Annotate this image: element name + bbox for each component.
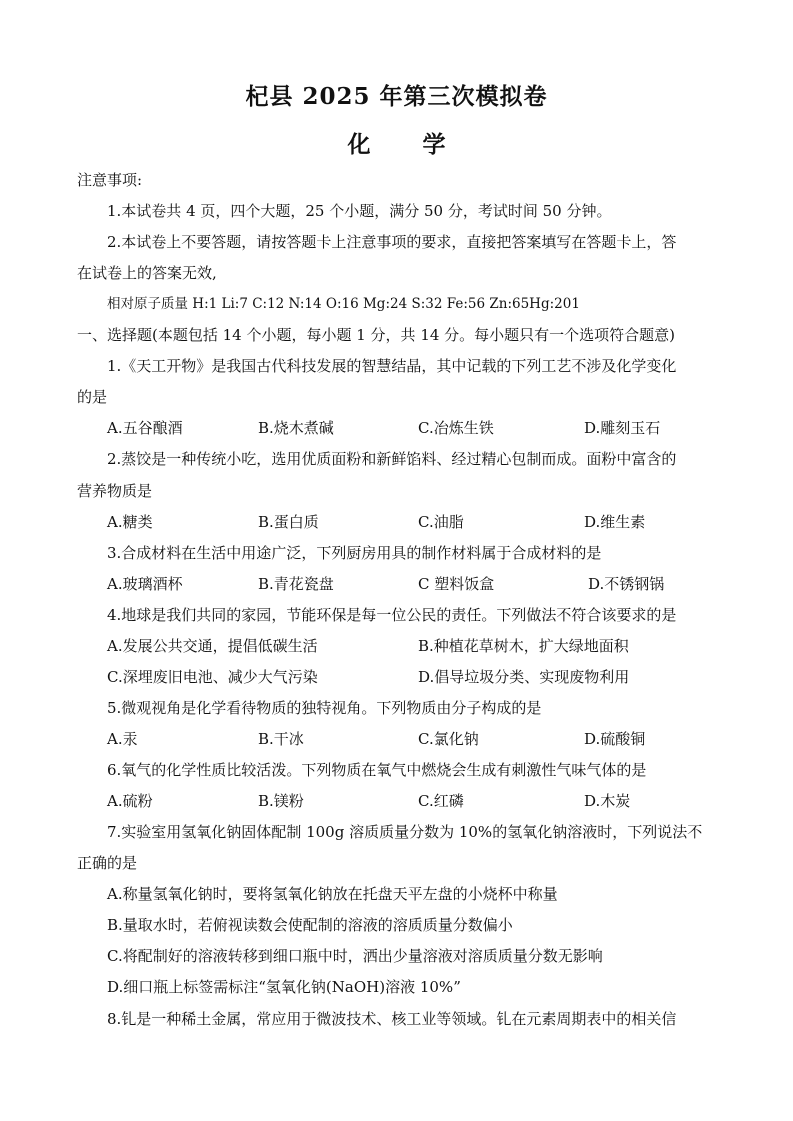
question-6-stem: 6.氧气的化学性质比较活泼。下列物质在氧气中燃烧会生成有刺激性气味气体的是 — [107, 761, 647, 779]
subject-title: 化 学 — [347, 131, 468, 158]
question-1-option-c: C.冶炼生铁 — [418, 419, 494, 437]
question-3-option-b: B.青花瓷盘 — [258, 575, 334, 593]
question-6-option-a: A.硫粉 — [107, 792, 153, 810]
question-5-option-c: C.氯化钠 — [418, 730, 479, 748]
question-2-option-c: C.油脂 — [418, 513, 464, 531]
atomic-mass-line: 相对原子质量 H:1 Li:7 C:12 N:14 O:16 Mg:24 S:32 Fe:56 Zn:65Hg:201 — [107, 296, 580, 312]
question-4-stem: 4.地球是我们共同的家园，节能环保是每一位公民的责任。下列做法不符合该要求的是 — [107, 606, 677, 624]
question-4-option-c: C.深埋废旧电池、减少大气污染 — [107, 668, 318, 686]
question-1-stem-cont: 的是 — [77, 388, 108, 406]
question-3-option-c: C 塑料饭盒 — [418, 575, 495, 593]
question-7-option-c: C.将配制好的溶液转移到细口瓶中时，洒出少量溶液对溶质质量分数无影响 — [107, 947, 603, 965]
section-1-heading: 一、选择题(本题包括 14 个小题，每小题 1 分，共 14 分。每小题只有一个选项符合题意) — [77, 326, 676, 344]
question-7-option-a: A.称量氢氧化钠时，要将氢氧化钠放在托盘天平左盘的小烧杯中称量 — [107, 885, 558, 903]
question-2-stem-cont: 营养物质是 — [77, 482, 153, 500]
question-7-option-b: B.量取水时，若俯视读数会使配制的溶液的溶质质量分数偏小 — [107, 916, 513, 934]
question-1-option-a: A.五谷酿酒 — [107, 419, 183, 437]
question-1-stem: 1.《天工开物》是我国古代科技发展的智慧结晶，其中记载的下列工艺不涉及化学变化 — [107, 357, 677, 375]
notice-item-2-cont: 在试卷上的答案无效, — [77, 264, 217, 282]
question-1-option-b: B.烧木煮碱 — [258, 419, 334, 437]
question-2-option-b: B.蛋白质 — [258, 513, 319, 531]
question-4-option-d: D.倡导垃圾分类、实现废物利用 — [418, 668, 630, 686]
notice-item-2: 2.本试卷上不要答题，请按答题卡上注意事项的要求，直接把答案填写在答题卡上，答 — [107, 233, 677, 251]
question-3-stem: 3.合成材料在生活中用途广泛，下列厨房用具的制作材料属于合成材料的是 — [107, 544, 602, 562]
question-6-option-b: B.镁粉 — [258, 792, 304, 810]
question-3-option-a: A.玻璃酒杯 — [107, 575, 183, 593]
question-7-stem: 7.实验室用氢氧化钠固体配制 100g 溶质质量分数为 10%的氢氧化钠溶液时，下列说法不 — [107, 823, 703, 841]
question-5-option-b: B.干冰 — [258, 730, 304, 748]
question-2-option-a: A.糖类 — [107, 513, 153, 531]
exam-title: 杞县 2025 年第三次模拟卷 — [245, 83, 548, 110]
question-8-stem: 8.钆是一种稀土金属，常应用于微波技术、核工业等领域。钆在元素周期表中的相关信 — [107, 1010, 677, 1028]
question-3-option-d: D.不锈钢锅 — [588, 575, 665, 593]
notice-heading: 注意事项: — [77, 171, 143, 189]
question-6-option-c: C.红磷 — [418, 792, 464, 810]
question-6-option-d: D.木炭 — [584, 792, 631, 810]
question-5-option-d: D.硫酸铜 — [584, 730, 646, 748]
question-7-option-d: D.细口瓶上标签需标注“氢氧化钠(NaOH)溶液 10%” — [107, 978, 461, 996]
question-2-stem: 2.蒸饺是一种传统小吃，选用优质面粉和新鲜馅料、经过精心包制而成。面粉中富含的 — [107, 450, 677, 468]
question-1-option-d: D.雕刻玉石 — [584, 419, 661, 437]
question-2-option-d: D.维生素 — [584, 513, 646, 531]
question-4-option-b: B.种植花草树木，扩大绿地面积 — [418, 637, 629, 655]
question-5-option-a: A.汞 — [107, 730, 138, 748]
question-4-option-a: A.发展公共交通，提倡低碳生活 — [107, 637, 318, 655]
question-5-stem: 5.微观视角是化学看待物质的独特视角。下列物质由分子构成的是 — [107, 699, 542, 717]
notice-item-1: 1.本试卷共 4 页，四个大题，25 个小题，满分 50 分，考试时间 50 分钟。 — [107, 202, 612, 220]
question-7-stem-cont: 正确的是 — [77, 854, 138, 872]
